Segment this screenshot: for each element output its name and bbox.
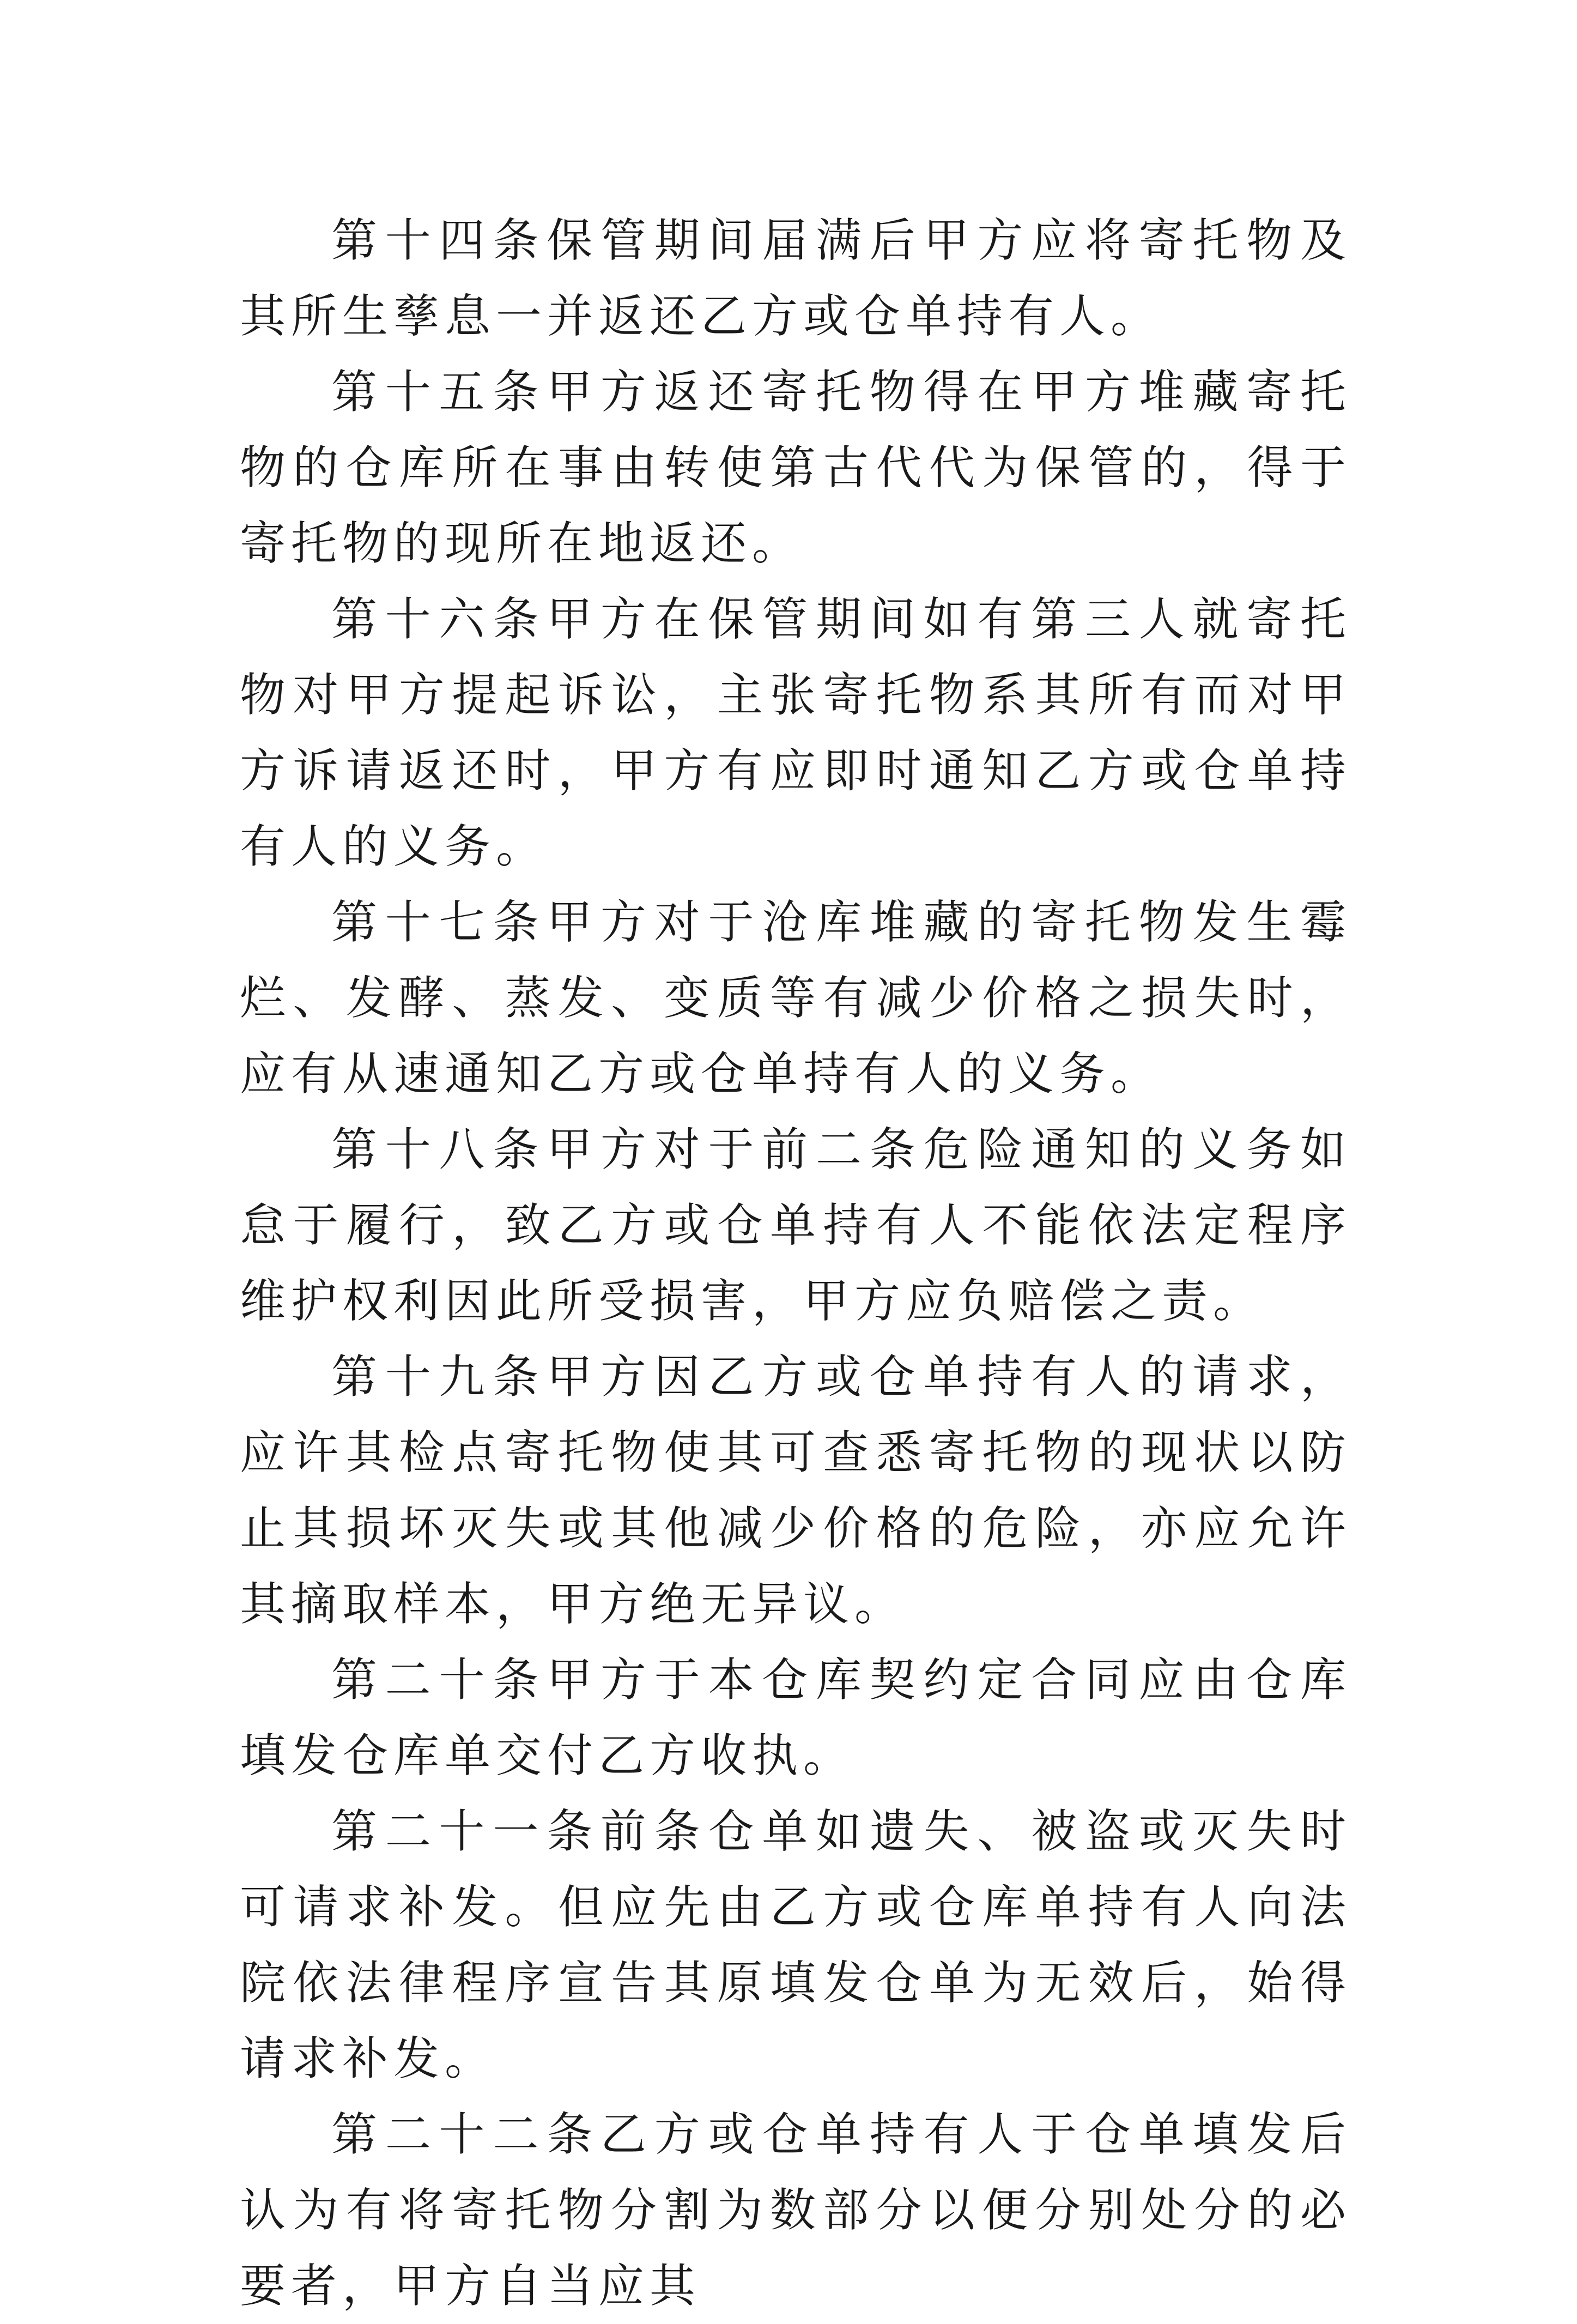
paragraph-article-21: 第二十一条前条仓单如遗失、被盗或灭失时可请求补发。但应先由乙方或仓库单持有人向法院依法律程序宣告其原填发仓单为无效后，始得请求补发。 [240,1805,1351,2085]
paragraph-article-15: 第十五条甲方返还寄托物得在甲方堆藏寄托物的仓库所在事由转使第古代代为保管的，得于寄托物的现所在地返还。 [240,365,1351,570]
paragraph-article-16: 第十六条甲方在保管期间如有第三人就寄托物对甲方提起诉讼，主张寄托物系其所有而对甲方诉请返还时，甲方有应即时通知乙方或仓单持有人的义务。 [240,592,1351,873]
paragraph-article-20: 第二十条甲方于本仓库契约定合同应由仓库填发仓库单交付乙方收执。 [240,1653,1351,1782]
paragraph-article-17: 第十七条甲方对于沧库堆藏的寄托物发生霉烂、发酵、蒸发、变质等有减少价格之损失时，应有从速通知乙方或仓单持有人的义务。 [240,895,1351,1100]
paragraph-article-19: 第十九条甲方因乙方或仓单持有人的请求，应许其检点寄托物使其可查悉寄托物的现状以防止其损坏灭失或其他减少价格的危险，亦应允许其摘取样本，甲方绝无异议。 [240,1350,1351,1631]
document-body [240,203,1351,2324]
paragraph-article-18: 第十八条甲方对于前二条危险通知的义务如怠于履行，致乙方或仓单持有人不能依法定程序维护权利因此所受损害，甲方应负赔偿之责。 [240,1123,1351,1328]
paragraph-article-14: 第十四条保管期间届满后甲方应将寄托物及其所生孳息一并返还乙方或仓单持有人。 [240,214,1351,343]
paragraph-article-22: 第二十二条乙方或仓单持有人于仓单填发后认为有将寄托物分割为数部分以便分别处分的必要者，甲方自当应其 [240,2108,1351,2313]
